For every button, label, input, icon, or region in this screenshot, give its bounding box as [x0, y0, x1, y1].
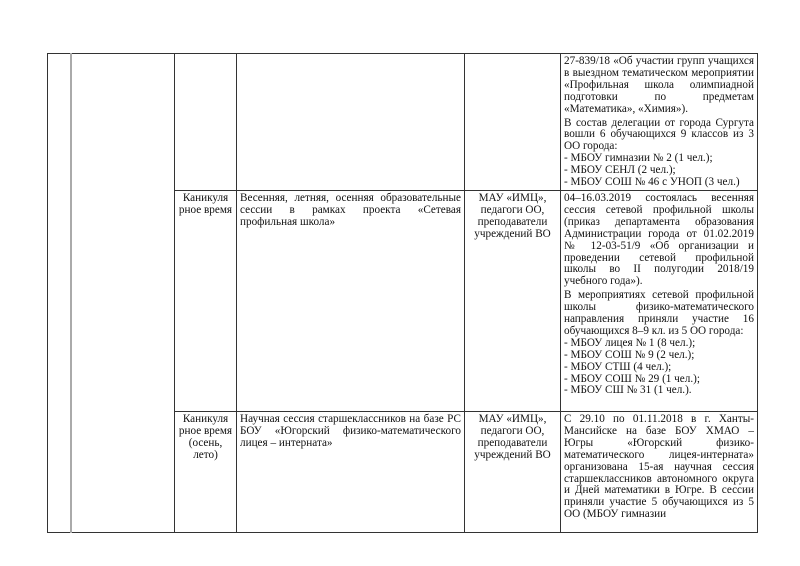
- result-list-item: - МБОУ СЕНЛ (2 чел.);: [564, 164, 676, 177]
- result-list-item: - МБОУ СТШ (4 чел.);: [564, 360, 672, 373]
- result-list-item: - МБОУ гимназии № 2 (1 чел.);: [564, 152, 713, 165]
- result-paragraph: 27-839/18 «Об участии групп учащихся в выездном тематическом мероприятии «Профильная школа олимпиадной подготовки по предметам «Математика», «Химия»).: [564, 55, 754, 115]
- result-paragraph: 04–16.03.2019 состоялась весенняя сессия сетевой профильной школы (приказ департамента образования Администрации города от 01.02.2019 № 12-03-51/9 «Об организации и проведении сетевой профильной школы во II полугодии 2018/19 учебного года»).: [564, 191, 754, 288]
- period-cell: [175, 54, 237, 191]
- event-cell: Весенняя, летняя, осенняя образовательные сессии в рамках проекта «Сетевая профильная школа»: [237, 190, 465, 411]
- result-list-item: - МБОУ СОШ № 9 (2 чел.);: [564, 348, 695, 361]
- section-cell: [71, 54, 175, 533]
- responsible-cell: МАУ «ИМЦ», педагоги ОО, преподаватели учреждений ВО: [465, 190, 561, 411]
- number-cell: [48, 54, 71, 533]
- result-paragraph: В мероприятиях сетевой профильной школы физико-математического направления приняли участие 16 обучающихся 8–9 кл. из 5 ОО города:: [564, 289, 754, 337]
- period-cell: Каникуля рное время (осень, лето): [175, 411, 237, 532]
- responsible-cell: [465, 54, 561, 191]
- document-table: [47, 53, 758, 533]
- result-paragraph: В состав делегации от города Сургута вошли 6 обучающихся 9 классов из 3 ОО города:: [564, 116, 754, 153]
- result-list-item: - МБОУ СОШ № 29 (1 чел.);: [564, 372, 700, 385]
- result-list-item: - МБОУ лицея № 1 (8 чел.);: [564, 336, 696, 349]
- result-cell: [561, 54, 758, 191]
- table-row: [48, 54, 758, 191]
- result-list-item: - МБОУ СШ № 31 (1 чел.).: [564, 384, 692, 397]
- result-paragraph: С 29.10 по 01.11.2018 в г. Ханты-Мансийске на базе БОУ ХМАО – Югры «Югорский физико-математического лицея-интерната» организована 15-ая научная сессия старшеклассников автономного округа и Дней математики в Югре. В сессии приняли участие 5 обучающихся из 5 ОО (МБОУ гимназии: [564, 412, 754, 521]
- period-cell: Каникуля рное время: [175, 190, 237, 411]
- responsible-cell: МАУ «ИМЦ», педагоги ОО, преподаватели учреждений ВО: [465, 411, 561, 532]
- event-cell: Научная сессия старшеклассников на базе РС БОУ «Югорский физико-математического лицея – интерната»: [237, 411, 465, 532]
- result-cell: [561, 190, 758, 411]
- result-list-item: - МБОУ СОШ № 46 с УНОП (3 чел.): [564, 176, 740, 189]
- result-cell: [561, 411, 758, 532]
- event-cell: [237, 54, 465, 191]
